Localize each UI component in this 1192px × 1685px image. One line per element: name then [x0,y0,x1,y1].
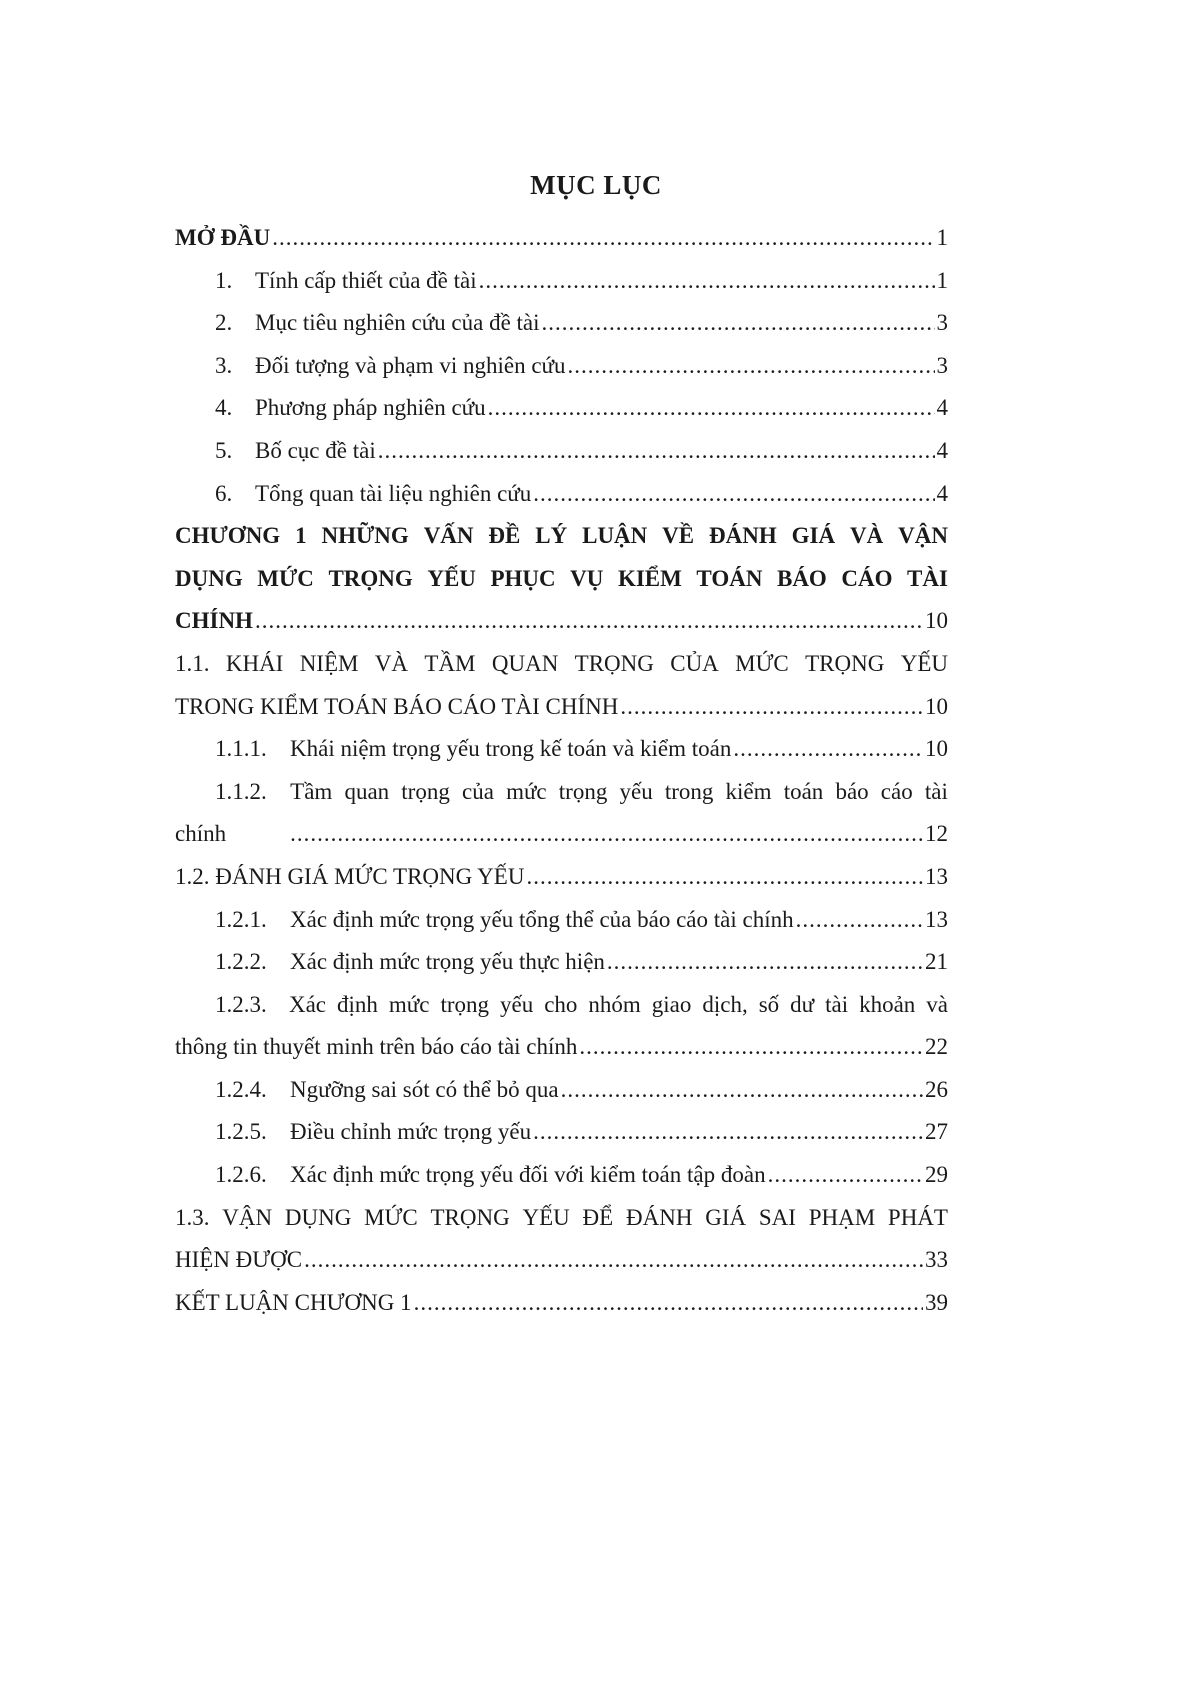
toc-page-number: 27 [925,1119,948,1145]
toc-entry-mo-dau[interactable] [175,217,948,260]
toc-entry-1-2-1[interactable] [175,899,948,942]
toc-entry-1-1-1[interactable] [175,728,948,771]
toc-word: YẾU [900,650,948,676]
toc-section-1-3-line-2[interactable] [175,1239,948,1282]
toc-word: NHỮNG [321,523,409,549]
toc-leader-dots [290,813,923,856]
toc-entry-text: Điều chỉnh mức trọng yếu [290,1119,532,1145]
table-of-contents [175,217,948,1324]
toc-leader-dots [579,1026,923,1069]
toc-leader-dots [255,600,923,643]
toc-entry-2[interactable] [175,302,948,345]
toc-word: định [337,991,378,1017]
toc-word: MỨC [364,1204,418,1230]
toc-entry-text: 1.2. ĐÁNH GIÁ MỨC TRỌNG YẾU [175,863,525,889]
toc-leader-dots [304,1239,923,1282]
toc-word: MỨC [257,565,314,591]
toc-word: BÁO [776,565,827,591]
toc-word: ĐÁNH [625,1204,693,1230]
toc-word: GIÁ [705,1204,747,1230]
toc-word: LÝ [535,523,568,549]
toc-entry-text: Mục tiêu nghiên cứu của đề tài [255,310,540,336]
toc-entry-text: Xác định mức trọng yếu thực hiện [290,949,605,975]
toc-entry-text: Xác định mức trọng yếu tổng thể của báo cáo tài chính [290,906,794,932]
toc-word: QUAN [491,650,559,676]
toc-leader-dots [568,345,935,388]
toc-page-number: 39 [925,1289,948,1315]
toc-page-number: 12 [925,821,948,847]
toc-entry-1-2-2[interactable] [175,941,948,984]
toc-section-1-2[interactable] [175,856,948,899]
toc-page-number: 10 [925,736,948,762]
toc-word: YẾU [522,1204,570,1230]
toc-word: trọng [440,991,489,1017]
toc-word: TÀI [907,565,948,591]
toc-page-number: 22 [925,1034,948,1060]
toc-section-1-1-line-1[interactable] [175,643,948,686]
toc-entry-1-2-4[interactable] [175,1069,948,1112]
toc-leader-dots [561,1069,923,1112]
toc-word: dư [790,991,815,1017]
toc-entry-number: 1.2.5. [215,1119,267,1145]
toc-entry-text: chính [175,821,227,847]
toc-word: VẬN [898,523,948,549]
toc-word: giao [651,991,692,1017]
toc-entry-number: 1.2.1. [215,906,267,932]
toc-chapter-1-line-2[interactable] [175,558,948,601]
toc-entry-text: KẾT LUẬN CHƯƠNG 1 [175,1289,412,1315]
toc-word: quan [344,778,390,804]
toc-word: tài [924,778,948,804]
toc-entry-number: 1.1.1. [215,736,267,762]
toc-word: TRỌNG [430,1204,510,1230]
toc-page-number: 33 [925,1247,948,1273]
toc-entry-number: 6. [215,480,233,506]
toc-page-number: 29 [925,1162,948,1188]
toc-entry-number: 5. [215,437,233,463]
toc-leader-dots [607,941,923,984]
toc-page-number: 21 [925,949,948,975]
toc-entry-text: CHÍNH [175,608,253,634]
toc-word: PHỤC [490,565,556,591]
toc-word: ĐỀ [488,523,521,549]
toc-page-number: 3 [936,310,948,336]
toc-page-number: 10 [925,693,948,719]
toc-word: TRỌNG [805,650,885,676]
toc-entry-5[interactable] [175,430,948,473]
toc-word: ĐỂ [582,1204,614,1230]
toc-word: VỤ [570,565,604,591]
toc-word: mức [506,778,547,804]
toc-leader-dots [796,899,923,942]
toc-word: Xác [288,991,327,1017]
toc-word: TRỌNG [328,565,413,591]
toc-entry-text: Ngưỡng sai sót có thể bỏ qua [290,1076,559,1102]
toc-entry-1-2-5[interactable] [175,1111,948,1154]
toc-word: khoản [859,991,916,1017]
toc-leader-dots [378,430,935,473]
toc-leader-dots [526,856,923,899]
toc-entry-4[interactable] [175,387,948,430]
toc-page-number: 1 [936,225,948,250]
toc-entry-1-2-3-line-2[interactable] [175,1026,948,1069]
toc-word: PHÁT [887,1204,948,1230]
toc-entry-ket-luan[interactable] [175,1282,948,1325]
toc-word: và [926,991,948,1017]
toc-leader-dots [414,1282,923,1325]
toc-word: VỀ [662,523,695,549]
toc-entry-1-1-2-line-1[interactable] [175,771,948,814]
toc-word: VÀ [374,650,409,676]
toc-section-1-1-line-2[interactable] [175,686,948,729]
toc-word: dịch, [702,991,748,1017]
toc-word: ĐÁNH [709,523,777,549]
toc-chapter-1-line-3[interactable] [175,600,948,643]
toc-page-number: 4 [936,395,948,421]
toc-entry-text: Khái niệm trọng yếu trong kế toán và kiểm toán [290,736,732,762]
toc-page-number: 13 [925,906,948,932]
toc-word: cáo [880,778,913,804]
toc-word: KIỂM [617,565,682,591]
toc-word: DỤNG [175,565,243,591]
toc-word: báo [835,778,869,804]
toc-entry-text: TRONG KIỂM TOÁN BÁO CÁO TÀI CHÍNH [175,693,619,719]
toc-word: CỦA [670,650,719,676]
toc-word: mức [388,991,430,1017]
toc-page-number: 3 [936,352,948,378]
toc-entry-number: 1.2.6. [215,1162,267,1188]
toc-word: TOÁN [696,565,763,591]
toc-word: trọng [558,778,608,804]
toc-word: VẤN [423,523,474,549]
toc-entry-number: 3. [215,352,233,378]
toc-entry-text: HIỆN ĐƯỢC [175,1247,303,1273]
toc-word: 1.3. [175,1204,210,1230]
toc-word: SAI [758,1204,796,1230]
toc-word: 1 [295,523,307,549]
toc-page-number: 10 [925,608,948,634]
toc-word: CHƯƠNG [175,523,281,549]
toc-leader-dots [479,260,935,303]
toc-entry-number: 1.2.3. [215,991,267,1017]
toc-entry-number: 2. [215,310,233,336]
toc-entry-6[interactable] [175,473,948,516]
toc-entry-3[interactable] [175,345,948,388]
toc-leader-dots [533,473,934,516]
toc-word: số [758,991,780,1017]
toc-page-number: 1 [936,267,948,293]
toc-word: của [462,778,494,804]
toc-leader-dots [542,302,935,345]
toc-leader-dots [733,728,923,771]
toc-entry-1-1-2-line-2[interactable] [175,813,948,856]
toc-page-number: 4 [936,437,948,463]
toc-word: NIỆM [299,650,359,676]
toc-word: yếu [619,778,653,804]
toc-entry-text: Bố cục đề tài [255,437,376,463]
toc-page-number: 13 [925,863,948,889]
toc-word: cho [544,991,578,1017]
toc-word: kiểm [725,778,772,804]
toc-word: TRỌNG [574,650,654,676]
toc-leader-dots [768,1154,923,1197]
toc-entry-number: 1. [215,267,233,293]
toc-entry-number: 4. [215,395,233,421]
toc-word: PHẠM [808,1204,876,1230]
toc-entry-text: Đối tượng và phạm vi nghiên cứu [255,352,566,378]
toc-word: LUẬN [582,523,648,549]
toc-leader-dots [533,1111,923,1154]
toc-section-1-3-line-1[interactable] [175,1197,948,1240]
toc-chapter-1-line-1[interactable] [175,515,948,558]
toc-word: 1.1. [175,650,210,676]
toc-word: Tầm [290,778,333,804]
toc-word: MỨC [735,650,789,676]
toc-word: trong [664,778,714,804]
toc-entry-text: Tính cấp thiết của đề tài [255,267,477,293]
toc-entry-text: Tổng quan tài liệu nghiên cứu [255,480,532,506]
toc-word: VÀ [849,523,884,549]
toc-leader-dots [488,387,935,430]
toc-word: GIÁ [791,523,836,549]
toc-title: MỤC LỤC [530,170,662,200]
toc-word: yếu [499,991,534,1017]
toc-word: nhóm [588,991,641,1017]
toc-word: toán [783,778,824,804]
toc-word: tài [825,991,849,1017]
toc-word: trọng [401,778,450,804]
toc-entry-text: Phương pháp nghiên cứu [255,395,486,421]
toc-word: KHÁI [225,650,284,676]
toc-entry-number: 1.2.2. [215,949,267,975]
toc-entry-1-2-3-line-1[interactable] [175,984,948,1027]
toc-entry-number: 1.1.2. [215,778,267,804]
toc-entry-text: thông tin thuyết minh trên báo cáo tài chính [175,1034,578,1060]
toc-page-number: 26 [925,1076,948,1102]
toc-leader-dots [272,217,934,260]
toc-word: CÁO [841,565,893,591]
toc-entry-1[interactable] [175,260,948,303]
toc-entry-text: Xác định mức trọng yếu đối với kiểm toán tập đoàn [290,1162,766,1188]
toc-word: TẦM [424,650,476,676]
toc-entry-1-2-6[interactable] [175,1154,948,1197]
toc-leader-dots [620,686,923,729]
toc-word: DỤNG [284,1204,352,1230]
toc-page-number: 4 [936,480,948,506]
toc-entry-text: MỞ ĐẦU [175,225,271,250]
toc-word: YẾU [427,565,476,591]
toc-entry-number: 1.2.4. [215,1076,267,1102]
toc-word: VẬN [222,1204,273,1230]
